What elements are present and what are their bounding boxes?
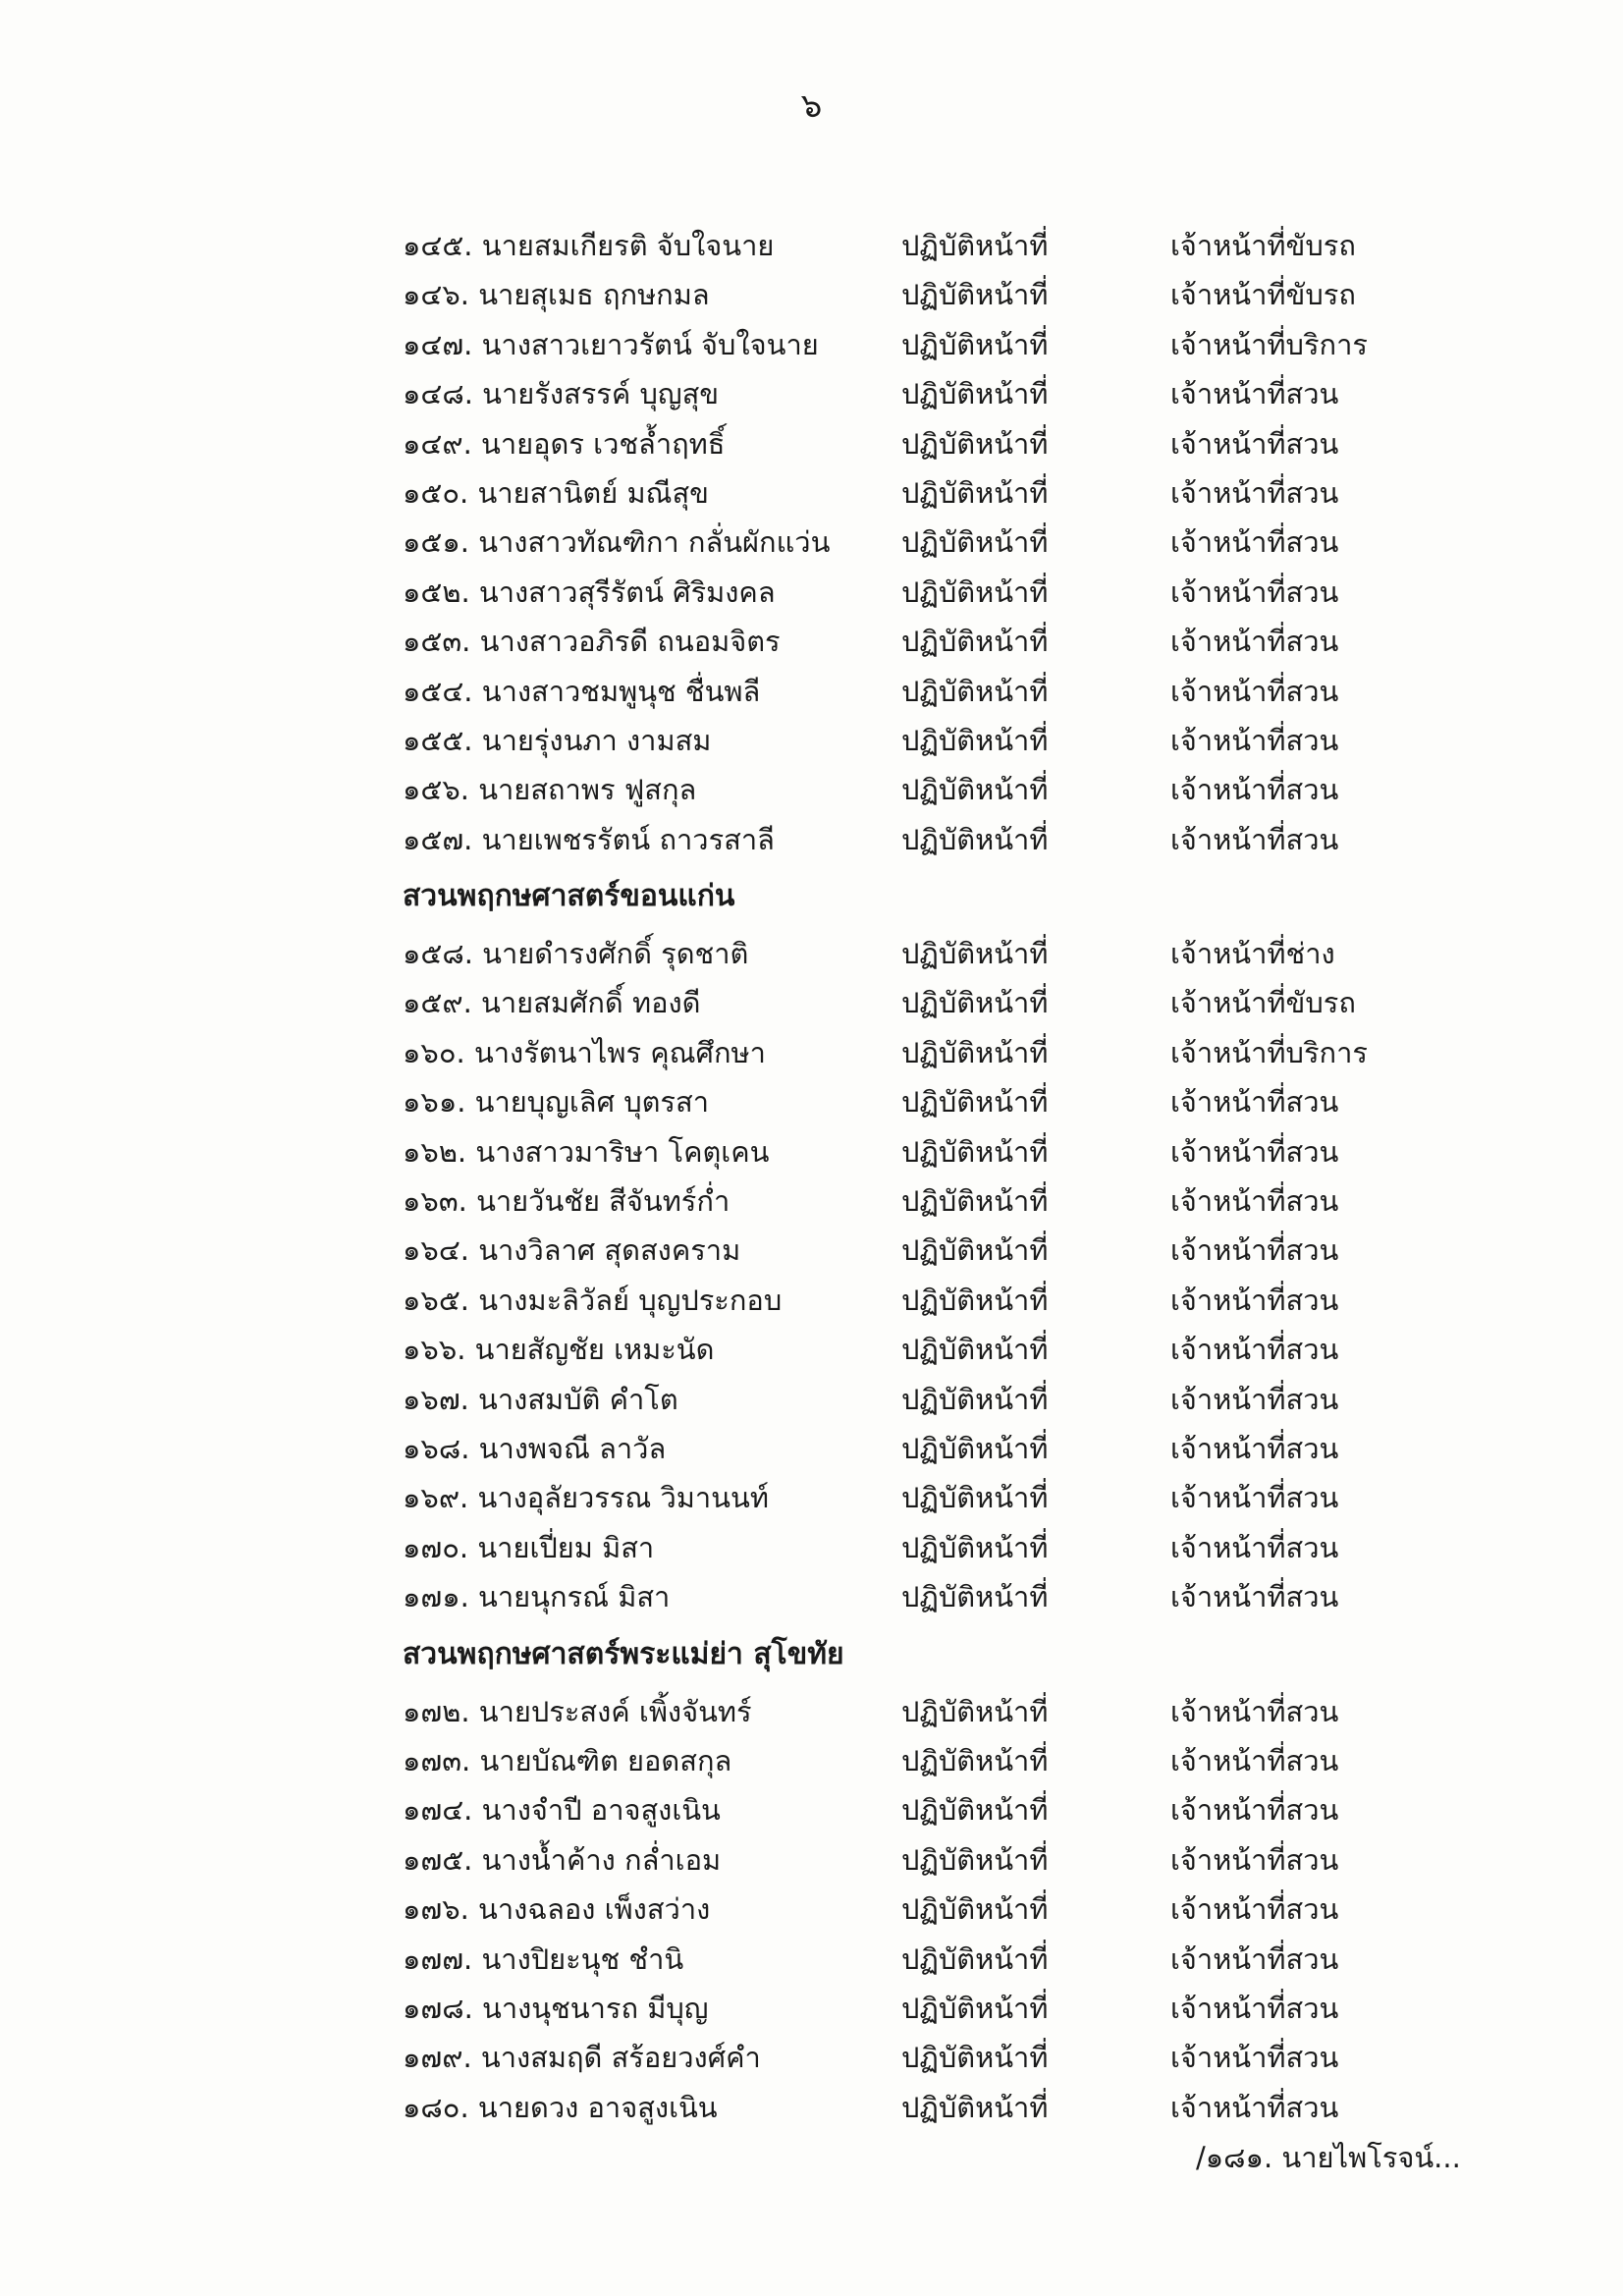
person-duty: ปฏิบัติหน้าที่ (901, 822, 1049, 856)
person-position: เจ้าหน้าที่ช่าง (1170, 937, 1335, 971)
person-name: ๑๔๕. นายสมเกียรติ จับใจนาย (403, 229, 775, 262)
person-position: เจ้าหน้าที่สวน (1170, 426, 1339, 461)
person-position: เจ้าหน้าที่สวน (1170, 1184, 1339, 1219)
person-duty: ปฏิบัติหน้าที่ (901, 1481, 1049, 1515)
list-item (0, 1325, 1623, 1374)
person-duty: ปฏิบัติหน้าที่ (901, 937, 1049, 971)
person-duty: ปฏิบัติหน้าที่ (901, 2041, 1049, 2075)
list-item (0, 518, 1623, 567)
person-position: เจ้าหน้าที่สวน (1170, 1892, 1339, 1927)
person-duty: ปฏิบัติหน้าที่ (901, 2090, 1049, 2124)
list-item (0, 1984, 1623, 2033)
person-name: ๑๗๓. นายบัณฑิต ยอดสกุล (403, 1743, 732, 1777)
person-name: ๑๖๒. นางสาวมาริษา โคตุเคน (403, 1134, 770, 1169)
person-duty: ปฏิบัติหน้าที่ (901, 1793, 1049, 1828)
person-position: เจ้าหน้าที่สวน (1170, 773, 1339, 807)
list-item (0, 1028, 1623, 1077)
list-item (0, 1687, 1623, 1736)
person-name: ๑๔๗. นางสาวเยาวรัตน์ จับใจนาย (403, 327, 819, 361)
person-name: ๑๕๖. นายสถาพร ฟูสกุล (403, 773, 697, 807)
person-duty: ปฏิบัติหน้าที่ (901, 1085, 1049, 1120)
person-duty: ปฏิบัติหน้าที่ (901, 229, 1049, 262)
list-item (0, 320, 1623, 369)
person-name: ๑๖๑. นายบุญเลิศ บุตรสา (403, 1085, 709, 1120)
list-item (0, 1375, 1623, 1424)
person-duty: ปฏิบัติหน้าที่ (901, 986, 1049, 1020)
list-item (0, 1226, 1623, 1275)
list-item (0, 765, 1623, 814)
person-name: ๑๕๔. นางสาวชมพูนุช ชื่นพลี (403, 674, 761, 708)
person-name: ๑๗๐. นายเปี่ยม มิสา (403, 1530, 655, 1564)
person-name: ๑๕๒. นางสาวสุรีรัตน์ ศิริมงคล (403, 574, 776, 609)
list-item (0, 1127, 1623, 1176)
person-name: ๑๖๐. นางรัตนาไพร คุณศึกษา (403, 1035, 766, 1069)
list-item (0, 667, 1623, 716)
person-name: ๑๖๖. นายสัญชัย เหมะนัด (403, 1333, 715, 1367)
person-duty: ปฏิบัติหน้าที่ (901, 475, 1049, 510)
person-duty: ปฏิบัติหน้าที่ (901, 574, 1049, 609)
person-position: เจ้าหน้าที่สวน (1170, 1431, 1339, 1465)
person-name: ๑๗๑. นายนุกรณ์ มิสา (403, 1580, 671, 1614)
list-item (0, 1736, 1623, 1785)
person-position: เจ้าหน้าที่สวน (1170, 1941, 1339, 1976)
person-duty: ปฏิบัติหน้าที่ (901, 1941, 1049, 1976)
person-position: เจ้าหน้าที่สวน (1170, 2041, 1339, 2075)
person-name: ๑๖๘. นางพจณี ลาวัล (403, 1431, 667, 1465)
person-name: ๑๖๓. นายวันชัย สีจันทร์ก่ำ (403, 1184, 730, 1219)
person-position: เจ้าหน้าที่บริการ (1170, 1035, 1368, 1069)
list-item (0, 978, 1623, 1027)
person-position: เจ้าหน้าที่สวน (1170, 822, 1339, 856)
person-duty: ปฏิบัติหน้าที่ (901, 1892, 1049, 1927)
person-position: เจ้าหน้าที่สวน (1170, 1530, 1339, 1564)
person-duty: ปฏิบัติหน้าที่ (901, 1184, 1049, 1219)
list-item (0, 1885, 1623, 1934)
section-heading: สวนพฤกษศาสตร์ขอนแก่น (403, 879, 735, 914)
person-position: เจ้าหน้าที่สวน (1170, 1991, 1339, 2025)
list-item (0, 2033, 1623, 2082)
person-duty: ปฏิบัติหน้าที่ (901, 1743, 1049, 1777)
person-position: เจ้าหน้าที่สวน (1170, 1481, 1339, 1515)
list-item (0, 1572, 1623, 1621)
person-name: ๑๕๓. นางสาวอภิรดี ถนอมจิตร (403, 625, 781, 659)
list-item (0, 419, 1623, 468)
person-name: ๑๔๙. นายอุดร เวชล้ำฤทธิ์ (403, 426, 726, 461)
person-position: เจ้าหน้าที่สวน (1170, 1743, 1339, 1777)
person-name: ๑๗๗. นางปิยะนุช ชำนิ (403, 1941, 684, 1976)
section-heading: สวนพฤกษศาสตร์พระแม่ย่า สุโขทัย (403, 1636, 844, 1671)
person-duty: ปฏิบัติหน้าที่ (901, 377, 1049, 411)
person-duty: ปฏิบัติหน้าที่ (901, 1283, 1049, 1317)
list-item (0, 1835, 1623, 1885)
list-item (0, 1523, 1623, 1572)
list-item (0, 2083, 1623, 2132)
list-item (0, 1473, 1623, 1522)
person-duty: ปฏิบัติหน้าที่ (901, 1134, 1049, 1169)
person-position: เจ้าหน้าที่สวน (1170, 1842, 1339, 1877)
person-position: เจ้าหน้าที่สวน (1170, 723, 1339, 757)
list-item (0, 815, 1623, 864)
list-item (0, 369, 1623, 418)
list-item (0, 617, 1623, 666)
person-duty: ปฏิบัติหน้าที่ (901, 723, 1049, 757)
list-item (0, 270, 1623, 319)
person-position: เจ้าหน้าที่สวน (1170, 2090, 1339, 2124)
person-position: เจ้าหน้าที่สวน (1170, 1233, 1339, 1268)
person-position: เจ้าหน้าที่สวน (1170, 574, 1339, 609)
list-item (0, 1276, 1623, 1325)
list-item (0, 1424, 1623, 1473)
list-item (0, 1077, 1623, 1126)
person-name: ๑๕๙. นายสมศักดิ์ ทองดี (403, 986, 701, 1020)
person-position: เจ้าหน้าที่สวน (1170, 525, 1339, 560)
person-name: ๑๖๔. นางวิลาศ สุดสงคราม (403, 1233, 741, 1268)
list-item (0, 1176, 1623, 1226)
person-position: เจ้าหน้าที่สวน (1170, 674, 1339, 708)
person-name: ๑๖๗. นางสมบัติ คำโต (403, 1382, 678, 1416)
person-position: เจ้าหน้าที่บริการ (1170, 327, 1368, 361)
personnel-list (0, 221, 1623, 2132)
person-position: เจ้าหน้าที่สวน (1170, 377, 1339, 411)
person-name: ๑๗๔. นางจำปี อาจสูงเนิน (403, 1793, 721, 1828)
list-item (0, 221, 1623, 270)
person-position: เจ้าหน้าที่สวน (1170, 1382, 1339, 1416)
person-duty: ปฏิบัติหน้าที่ (901, 525, 1049, 560)
person-name: ๑๕๗. นายเพชรรัตน์ ถาวรสาลี (403, 822, 775, 856)
person-duty: ปฏิบัติหน้าที่ (901, 1694, 1049, 1728)
person-duty: ปฏิบัติหน้าที่ (901, 1530, 1049, 1564)
person-duty: ปฏิบัติหน้าที่ (901, 278, 1049, 312)
person-duty: ปฏิบัติหน้าที่ (901, 1333, 1049, 1367)
person-duty: ปฏิบัติหน้าที่ (901, 674, 1049, 708)
person-duty: ปฏิบัติหน้าที่ (901, 327, 1049, 361)
person-duty: ปฏิบัติหน้าที่ (901, 1431, 1049, 1465)
person-duty: ปฏิบัติหน้าที่ (901, 1842, 1049, 1877)
person-duty: ปฏิบัติหน้าที่ (901, 625, 1049, 659)
person-position: เจ้าหน้าที่สวน (1170, 1793, 1339, 1828)
person-name: ๑๖๙. นางอุลัยวรรณ วิมานนท์ (403, 1481, 769, 1515)
person-position: เจ้าหน้าที่สวน (1170, 475, 1339, 510)
person-position: เจ้าหน้าที่สวน (1170, 1580, 1339, 1614)
person-name: ๑๔๖. นายสุเมธ ฤกษกมล (403, 278, 710, 312)
person-name: ๑๖๕. นางมะลิวัลย์ บุญประกอบ (403, 1283, 783, 1317)
person-duty: ปฏิบัติหน้าที่ (901, 1991, 1049, 2025)
person-position: เจ้าหน้าที่สวน (1170, 1694, 1339, 1728)
person-position: เจ้าหน้าที่สวน (1170, 1085, 1339, 1120)
person-name: ๑๕๑. นางสาวทัณฑิกา กลั่นผักแว่น (403, 525, 831, 560)
person-duty: ปฏิบัติหน้าที่ (901, 1233, 1049, 1268)
list-item (0, 568, 1623, 617)
person-position: เจ้าหน้าที่สวน (1170, 1134, 1339, 1169)
person-duty: ปฏิบัติหน้าที่ (901, 773, 1049, 807)
list-item (0, 1785, 1623, 1834)
person-position: เจ้าหน้าที่ขับรถ (1170, 986, 1356, 1020)
person-position: เจ้าหน้าที่สวน (1170, 625, 1339, 659)
list-item (0, 1935, 1623, 1984)
list-item (0, 468, 1623, 518)
person-duty: ปฏิบัติหน้าที่ (901, 1580, 1049, 1614)
person-position: เจ้าหน้าที่สวน (1170, 1333, 1339, 1367)
person-name: ๑๗๖. นางฉลอง เพ็งสว่าง (403, 1892, 711, 1927)
person-duty: ปฏิบัติหน้าที่ (901, 1035, 1049, 1069)
person-position: เจ้าหน้าที่สวน (1170, 1283, 1339, 1317)
page-number: ๖ (800, 86, 823, 126)
person-name: ๑๔๘. นายรังสรรค์ บุญสุข (403, 377, 720, 411)
list-item (0, 716, 1623, 765)
continuation-note: /๑๘๑. นายไพโรจน์... (1196, 2141, 1461, 2174)
person-position: เจ้าหน้าที่ขับรถ (1170, 229, 1356, 262)
person-name: ๑๗๒. นายประสงค์ เพิ้งจันทร์ (403, 1694, 752, 1728)
person-name: ๑๕๐. นายสานิตย์ มณีสุข (403, 475, 709, 510)
person-position: เจ้าหน้าที่ขับรถ (1170, 278, 1356, 312)
list-item (0, 929, 1623, 978)
person-name: ๑๘๐. นายดวง อาจสูงเนิน (403, 2090, 718, 2124)
person-duty: ปฏิบัติหน้าที่ (901, 426, 1049, 461)
person-duty: ปฏิบัติหน้าที่ (901, 1382, 1049, 1416)
person-name: ๑๕๘. นายดำรงศักดิ์ รุดชาติ (403, 937, 749, 971)
person-name: ๑๗๙. นางสมฤดี สร้อยวงศ์คำ (403, 2041, 761, 2075)
person-name: ๑๕๕. นายรุ่งนภา งามสม (403, 723, 712, 757)
person-name: ๑๗๕. นางน้ำค้าง กล่ำเอม (403, 1842, 722, 1877)
person-name: ๑๗๘. นางนุชนารถ มีบุญ (403, 1991, 709, 2025)
